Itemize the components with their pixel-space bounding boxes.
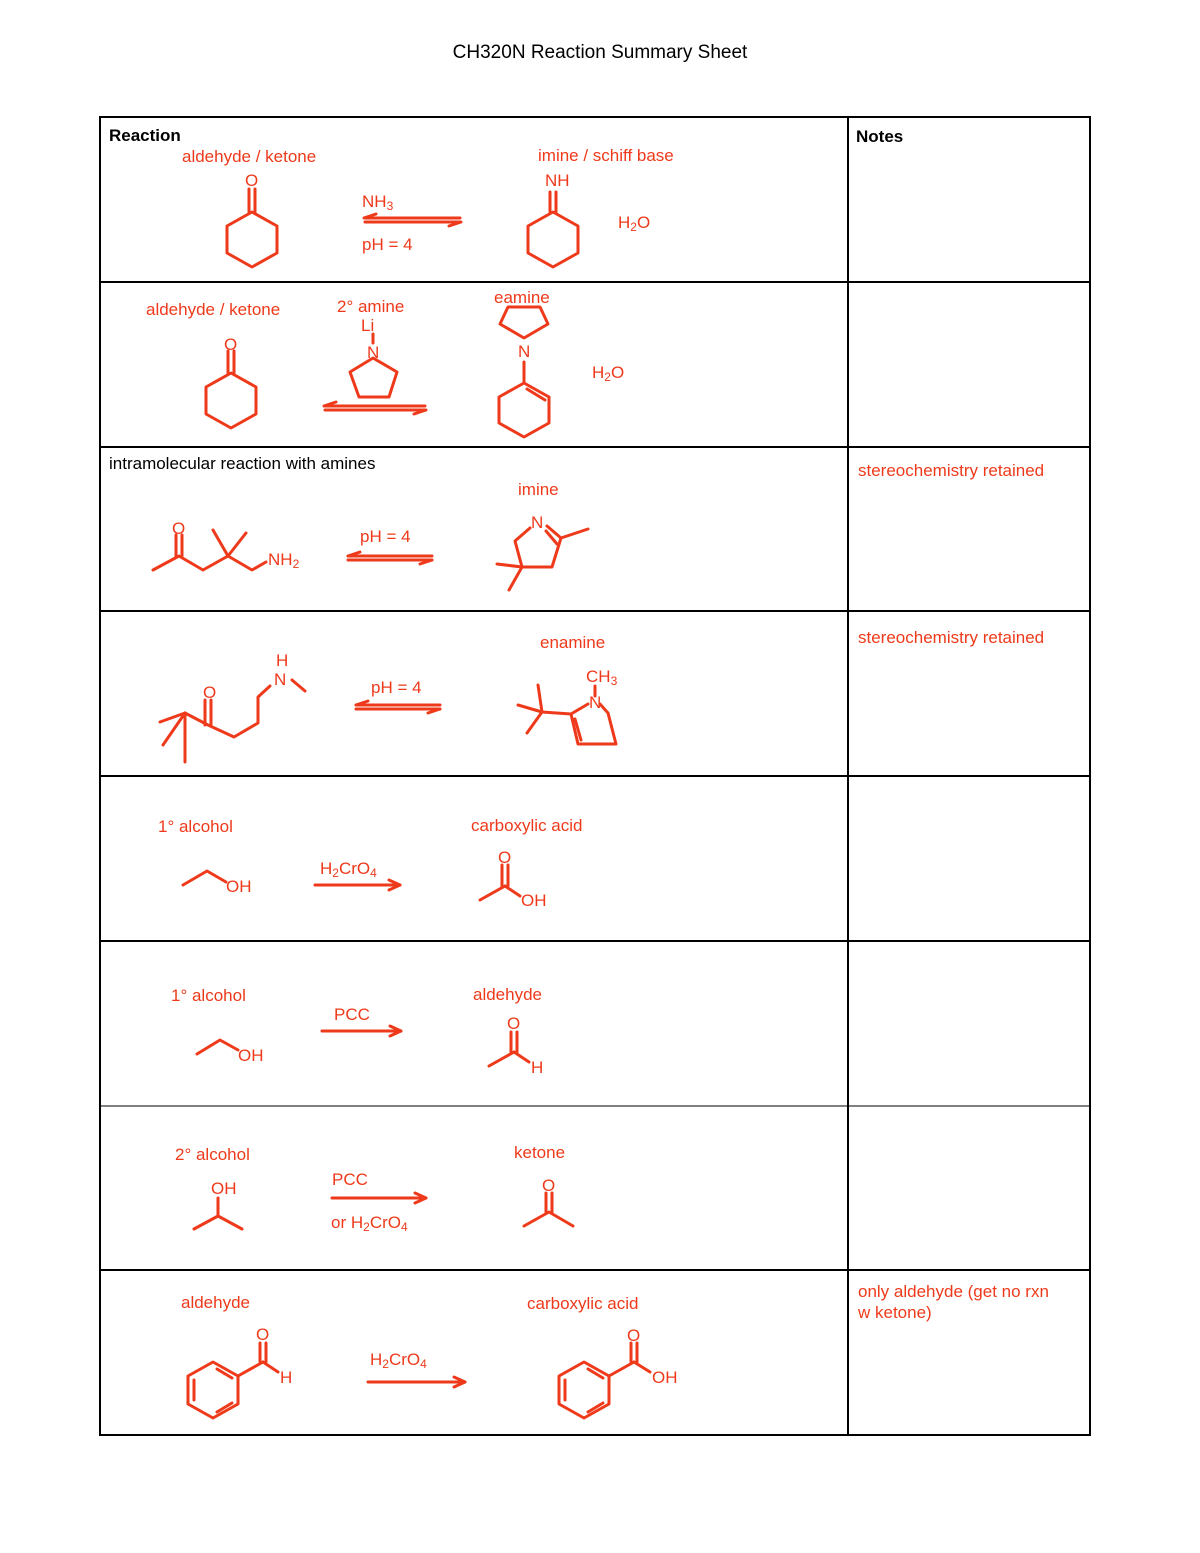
nitrogen-atom: N: [367, 343, 380, 362]
hydrogen-atom: H: [276, 651, 289, 670]
oxygen-atom: O: [224, 335, 238, 354]
nitrogen-atom: N: [531, 513, 544, 532]
reactant-label: aldehyde: [181, 1293, 251, 1312]
notes-text: stereochemistry retained: [858, 461, 1045, 480]
section-label: intramolecular reaction with amines: [109, 454, 376, 473]
ethanol-structure-r6: [197, 1040, 238, 1054]
reagent-pcc: PCC: [332, 1170, 368, 1189]
notes-line: only aldehyde (get no rxn: [858, 1282, 1049, 1301]
oxygen-atom: O: [627, 1326, 641, 1345]
product-label: ketone: [514, 1143, 566, 1162]
hydroxyl-group: OH: [521, 891, 547, 910]
cyclohexanone-structure-r2: [206, 351, 256, 428]
reagent-pcc: PCC: [334, 1005, 370, 1024]
reagent-chromic-acid: $H_2CrO_4$: [320, 859, 377, 880]
nitrogen-atom: N: [518, 342, 531, 361]
oxygen-atom: O: [172, 519, 186, 538]
cyclohexanone-structure-r1: [227, 189, 277, 267]
hydrogen-atom: H: [280, 1368, 293, 1387]
isopropanol-structure-r7: [194, 1198, 242, 1229]
page-title: CH320N Reaction Summary Sheet: [452, 42, 748, 63]
benzaldehyde-structure-r8: [188, 1343, 278, 1418]
product-label: imine: [518, 480, 559, 499]
nitrogen-atom: N: [274, 670, 287, 689]
equilibrium-arrow-r3: [348, 552, 432, 564]
acetone-structure-r7: [524, 1193, 573, 1226]
reaction-condition: pH = 4: [360, 527, 411, 546]
nitrogen-atom: N: [589, 693, 602, 712]
equilibrium-arrow-r2: [324, 402, 426, 414]
oxygen-atom: O: [256, 1325, 270, 1344]
cyclic-imine-structure-r3: [497, 526, 588, 590]
hydrogen-atom: H: [531, 1058, 544, 1077]
product-label: carboxylic acid: [471, 816, 583, 835]
reaction-arrow-r7: [332, 1193, 426, 1203]
equilibrium-arrow-r1: [364, 214, 461, 226]
product-label: enamine: [540, 633, 606, 652]
byproduct-water: $H_2O$: [618, 213, 651, 234]
product-label: eamine: [494, 288, 550, 307]
oxygen-atom: O: [203, 683, 217, 702]
product-label: carboxylic acid: [527, 1294, 639, 1313]
benzoic-acid-structure-r8: [559, 1343, 650, 1418]
lithium-atom: Li: [361, 316, 375, 335]
reactant-label: 1° alcohol: [158, 817, 233, 836]
reagent-ammonia: $NH_3$: [362, 192, 394, 213]
amino-ketone-structure-r4: [160, 680, 305, 762]
reagent-chromic-acid: $H_2CrO_4$: [370, 1350, 427, 1371]
reaction-condition: pH = 4: [362, 235, 413, 254]
hydroxyl-group: OH: [238, 1046, 264, 1065]
byproduct-water: $H_2O$: [592, 363, 625, 384]
cyclohexane-imine-structure-r1: [528, 192, 578, 267]
hydroxyl-group: OH: [652, 1368, 678, 1387]
acetaldehyde-structure-r6: [489, 1032, 529, 1066]
hydroxyl-group: OH: [211, 1179, 237, 1198]
hydroxyl-group: OH: [226, 877, 252, 896]
reactant-label: aldehyde / ketone: [182, 147, 317, 166]
cyclic-enamine-structure-r4: [518, 685, 616, 744]
notes-column-header: Notes: [856, 127, 904, 146]
nh-group: NH: [545, 171, 570, 190]
acetic-acid-structure-r5: [480, 865, 520, 900]
oxygen-atom: O: [542, 1176, 556, 1195]
reaction-arrow-r5: [315, 880, 400, 890]
amino-ketone-structure-r3: [153, 530, 266, 570]
notes-line: w ketone): [858, 1302, 932, 1322]
reaction-column-header: Reaction: [109, 126, 181, 145]
product-label: aldehyde: [473, 985, 543, 1004]
oxygen-atom: O: [498, 848, 512, 867]
reactant-label: 2° alcohol: [175, 1145, 250, 1164]
enamine-structure-r2: [499, 307, 549, 437]
amine-group: $NH_2$: [268, 550, 300, 571]
equilibrium-arrow-r4: [356, 701, 440, 713]
product-label: imine / schiff base: [538, 146, 674, 165]
oxygen-atom: O: [507, 1014, 521, 1033]
methyl-group: $CH_3$: [586, 667, 618, 688]
reagent-label: 2° amine: [337, 297, 405, 316]
notes-text: [858, 1282, 1049, 1323]
notes-text: stereochemistry retained: [858, 628, 1045, 647]
reaction-arrow-r6: [322, 1026, 401, 1036]
oxygen-atom: O: [245, 171, 259, 190]
reaction-arrow-r8: [368, 1377, 465, 1387]
reaction-condition: pH = 4: [371, 678, 422, 697]
ethanol-structure-r5: [183, 871, 226, 885]
reactant-label: 1° alcohol: [171, 986, 246, 1005]
reactant-label: aldehyde / ketone: [146, 300, 281, 319]
reagent-alternative: or $H_2CrO_4$: [331, 1213, 408, 1234]
